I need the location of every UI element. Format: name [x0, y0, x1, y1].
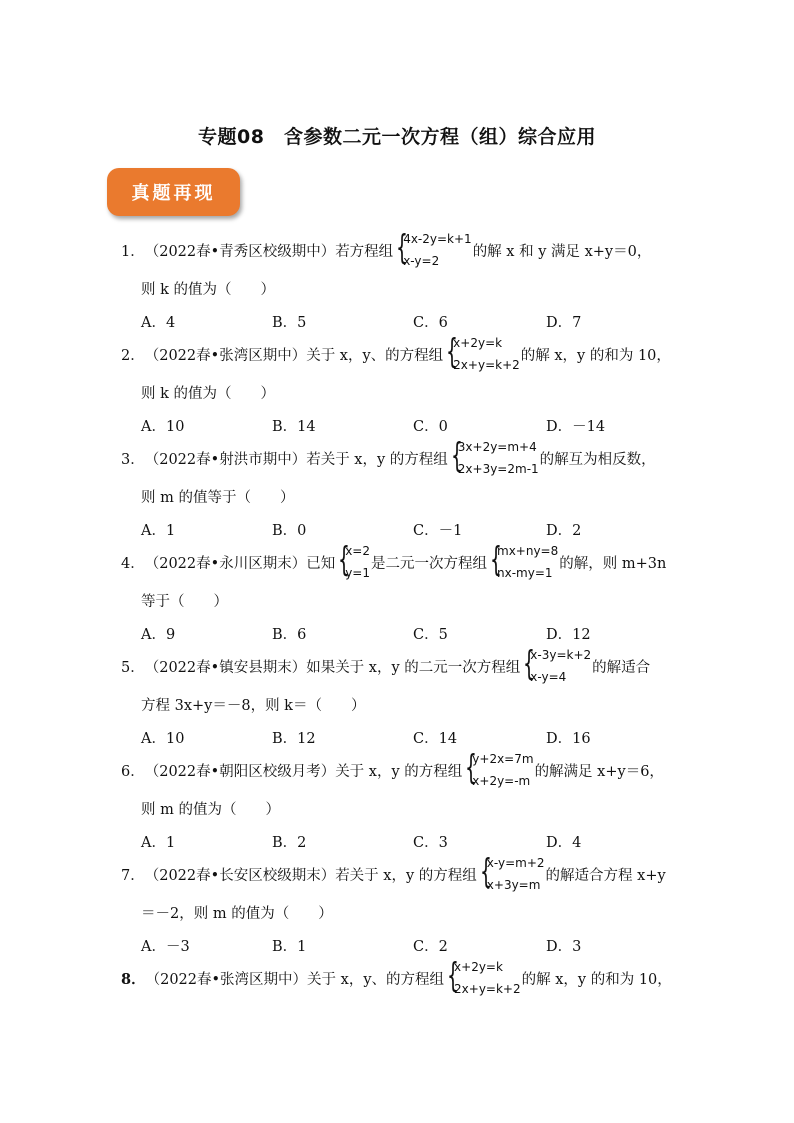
question-text: （2022春•镇安县期末）如果关于 x，y 的二元一次方程组 [144, 659, 521, 676]
question-8 [121, 956, 672, 1000]
question-3 [121, 436, 656, 480]
option-c[interactable]: C．5 [413, 627, 448, 643]
brace-icon: { [523, 644, 536, 684]
section-badge: 真题再现 [107, 168, 240, 216]
equation-system [521, 644, 591, 688]
question-4 [121, 540, 666, 584]
question-continuation: 方程 3x+y＝－8，则 k＝（ ） [141, 698, 366, 714]
option-c[interactable]: C．0 [413, 419, 448, 435]
option-d[interactable]: D．12 [546, 627, 591, 643]
question-text: （2022春•张湾区期中）关于 x，y、的方程组 [144, 347, 444, 364]
brace-icon: { [338, 540, 351, 580]
question-number: 3． [121, 451, 145, 468]
question-text: 的解满足 x+y＝6， [534, 763, 664, 780]
question-text: 的解适合方程 x+y [545, 867, 666, 884]
equation: x-3y=k+2 [530, 648, 592, 662]
option-a[interactable]: A．10 [141, 419, 185, 435]
question-text: （2022春•长安区校级期末）若关于 x，y 的方程组 [144, 867, 477, 884]
equation: nx-my=1 [497, 566, 553, 580]
equation: y+2x=7m [472, 752, 534, 766]
option-a[interactable]: A．－3 [141, 939, 190, 955]
brace-icon: { [450, 436, 463, 476]
equation: x-y=2 [403, 254, 440, 268]
question-text: （2022春•朝阳区校级月考）关于 x，y 的方程组 [144, 763, 463, 780]
question-text: 的解 x，y 的和为 10， [521, 971, 672, 988]
question-text: （2022春•青秀区校级期中）若方程组 [144, 243, 394, 260]
equation: 2x+y=k+2 [453, 358, 520, 372]
question-text: （2022春•射洪市期中）若关于 x，y 的方程组 [144, 451, 448, 468]
equation: y=1 [345, 566, 370, 580]
option-a[interactable]: A．9 [141, 627, 176, 643]
question-text: 的解 x，y 的和为 10， [520, 347, 671, 364]
equation: x+2y=k [454, 960, 503, 974]
question-continuation: ＝－2，则 m 的值为（ ） [141, 906, 333, 922]
question-number: 6． [121, 763, 145, 780]
brace-icon: { [447, 956, 459, 996]
equation: 2x+3y=2m-1 [457, 462, 539, 476]
option-a[interactable]: A．1 [141, 835, 176, 851]
equation: x=2 [345, 544, 370, 558]
option-b[interactable]: B．1 [272, 939, 307, 955]
equation-system [478, 852, 545, 896]
option-a[interactable]: A．10 [141, 731, 185, 747]
question-continuation: 等于（ ） [141, 594, 228, 610]
question-text: （2022春•张湾区期中）关于 x，y、的方程组 [145, 971, 445, 988]
brace-icon: { [479, 852, 492, 892]
question-text: 的解适合 [592, 659, 651, 676]
equation: 4x-2y=k+1 [403, 232, 472, 246]
option-c[interactable]: C．－1 [413, 523, 463, 539]
option-c[interactable]: C．3 [413, 835, 448, 851]
equation-system [445, 956, 521, 1000]
option-d[interactable]: D．－14 [546, 419, 606, 435]
question-continuation: 则 m 的值为（ ） [141, 802, 280, 818]
option-d[interactable]: D．3 [546, 939, 582, 955]
equation: 3x+2y=m+4 [457, 440, 537, 454]
option-a[interactable]: A．1 [141, 523, 176, 539]
equation-system [449, 436, 539, 480]
equation-system [463, 748, 533, 792]
option-c[interactable]: C．14 [413, 731, 458, 747]
question-5 [121, 644, 650, 688]
equation: x-y=4 [530, 670, 567, 684]
brace-icon: { [465, 748, 478, 788]
equation: x+2y=-m [472, 774, 531, 788]
option-d[interactable]: D．2 [546, 523, 582, 539]
question-6 [121, 748, 664, 792]
question-number: 8． [121, 970, 146, 988]
question-number: 1． [121, 243, 145, 260]
question-number: 7． [121, 867, 145, 884]
question-2 [121, 332, 671, 376]
brace-icon: { [396, 228, 409, 268]
option-b[interactable]: B．12 [272, 731, 316, 747]
option-d[interactable]: D．4 [546, 835, 582, 851]
brace-icon: { [490, 540, 502, 580]
question-text: 的解 x 和 y 满足 x+y＝0， [472, 243, 652, 260]
option-b[interactable]: B．14 [272, 419, 316, 435]
question-text: （2022春•永川区期末）已知 [144, 555, 336, 572]
equation: x+3y=m [486, 878, 541, 892]
equation-system [394, 228, 472, 272]
equation: x-y=m+2 [486, 856, 545, 870]
question-text: 的解，则 m+3n [559, 555, 667, 572]
question-text: 是二元一次方程组 [371, 555, 487, 572]
equation: 2x+y=k+2 [454, 982, 521, 996]
question-continuation: 则 k 的值为（ ） [141, 386, 276, 402]
option-b[interactable]: B．0 [272, 523, 307, 539]
equation-system [488, 540, 558, 584]
option-c[interactable]: C．2 [413, 939, 448, 955]
equation-system [336, 540, 370, 584]
question-number: 2． [121, 347, 145, 364]
question-text: 的解互为相反数， [539, 451, 656, 468]
option-d[interactable]: D．7 [546, 315, 582, 331]
option-b[interactable]: B．5 [272, 315, 307, 331]
question-continuation: 则 k 的值为（ ） [141, 282, 276, 298]
equation-system [444, 332, 520, 376]
question-number: 5． [121, 659, 145, 676]
question-1 [121, 228, 651, 272]
equation: x+2y=k [453, 336, 503, 350]
page-title: 专题08 含参数二元一次方程（组）综合应用 [198, 126, 596, 148]
brace-icon: { [446, 332, 459, 372]
option-a[interactable]: A．4 [141, 315, 176, 331]
option-d[interactable]: D．16 [546, 731, 591, 747]
equation: mx+ny=8 [497, 544, 559, 558]
question-continuation: 则 m 的值等于（ ） [141, 490, 295, 506]
question-7 [121, 852, 666, 896]
question-number: 4． [121, 555, 145, 572]
option-b[interactable]: B．6 [272, 627, 307, 643]
option-b[interactable]: B．2 [272, 835, 307, 851]
option-c[interactable]: C．6 [413, 315, 448, 331]
